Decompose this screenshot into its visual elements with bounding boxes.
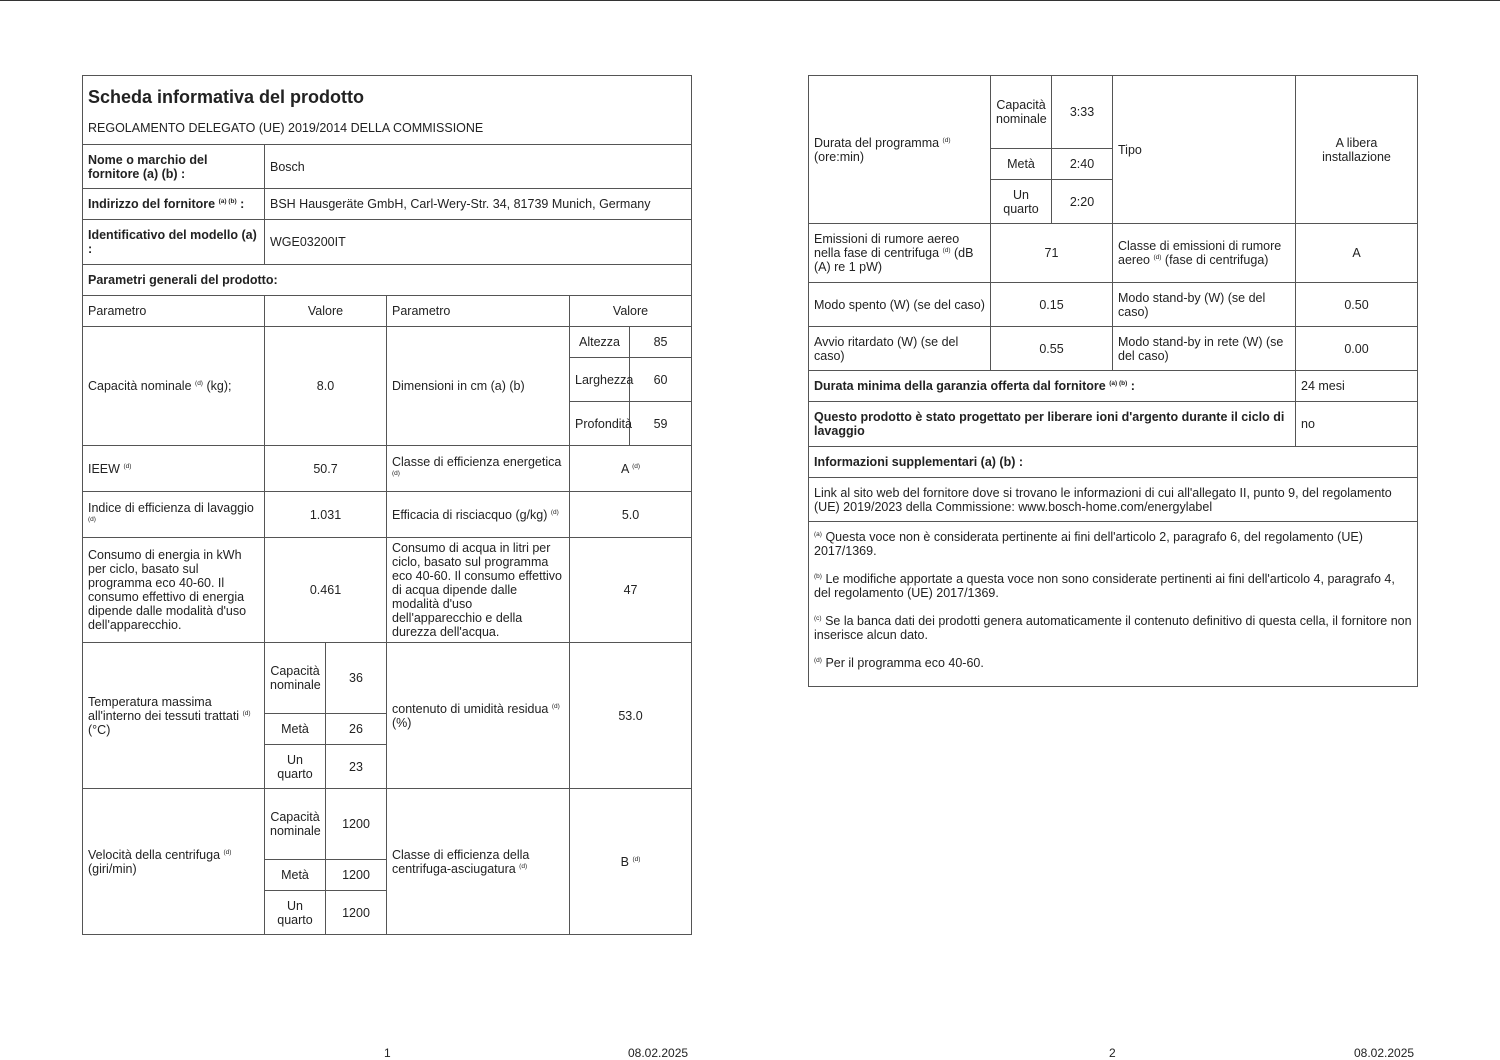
duration-rated-label: Capacità nominale xyxy=(991,76,1052,149)
supplier-address-label: Indirizzo del fornitore $^{(a) (b)}$ : xyxy=(83,189,265,220)
header-value-2: Valore xyxy=(570,296,692,327)
footnote-c: $^{(c)}$ Se la banca dati dei prodotti genera automaticamente il contenuto definitivo di questa cella, il fornitore non inserisce alcun dato. xyxy=(814,614,1412,642)
temp-quarter-label: Un quarto xyxy=(265,745,326,789)
max-temp-label: Temperatura massima all'interno dei tessuti trattati $^{(d)}$ (°C) xyxy=(83,643,265,789)
header-parameter: Parametro xyxy=(83,296,265,327)
regulation-subtitle: REGOLAMENTO DELEGATO (UE) 2019/2014 DELLA COMMISSIONE xyxy=(83,112,692,145)
delay-start-label: Avvio ritardato (W) (se del caso) xyxy=(809,327,991,371)
page-2 xyxy=(808,75,1418,687)
extra-info-heading: Informazioni supplementari (a) (b) : xyxy=(809,447,1418,478)
ieew-label: IEEW $^{(d)}$ xyxy=(83,446,265,492)
wash-index-label: Indice di efficienza di lavaggio $^{(d)}$ xyxy=(83,492,265,538)
model-id-label: Identificativo del modello (a) : xyxy=(83,220,265,265)
spin-class-value: B $^{(d)}$ xyxy=(570,789,692,935)
temp-rated-label: Capacità nominale xyxy=(265,643,326,714)
silver-ions-label: Questo prodotto è stato progettato per liberare ioni d'argento durante il ciclo di lavaggio xyxy=(809,402,1296,447)
header-parameter-2: Parametro xyxy=(387,296,570,327)
spin-quarter-value: 1200 xyxy=(326,891,387,935)
energy-consumption-label: Consumo di energia in kWh per ciclo, basato sul programma eco 40-60. Il consumo effettivo di energia dipende dalle modalità d'uso dell'apparecchio. xyxy=(83,538,265,643)
page-1-number: 1 xyxy=(384,1046,391,1060)
energy-class-label: Classe di efficienza energetica $^{(d)}$ xyxy=(387,446,570,492)
ieew-value: 50.7 xyxy=(265,446,387,492)
water-consumption-label: Consumo di acqua in litri per ciclo, basato sul programma eco 40-60. Il consumo effettivo di acqua dipende dalle modalità d'uso dell'apparecchio e della durezza dell'acqua. xyxy=(387,538,570,643)
duration-rated-value: 3:33 xyxy=(1052,76,1113,149)
depth-label: Profondità xyxy=(570,402,630,446)
page-2-number: 2 xyxy=(1109,1046,1116,1060)
warranty-label: Durata minima della garanzia offerta dal fornitore $^{(a) (b)}$ : xyxy=(809,371,1296,402)
capacity-value: 8.0 xyxy=(265,327,387,446)
noise-class-label: Classe di emissioni di rumore aereo $^{(d)}$ (fase di centrifuga) xyxy=(1113,224,1296,283)
duration-half-label: Metà xyxy=(991,149,1052,180)
noise-label: Emissioni di rumore aereo nella fase di centrifuga $^{(d)}$ (dB (A) re 1 pW) xyxy=(809,224,991,283)
product-info-table-part1 xyxy=(82,75,692,935)
supplier-name-value: Bosch xyxy=(265,145,692,189)
spin-rated-label: Capacità nominale xyxy=(265,789,326,860)
height-label: Altezza xyxy=(570,327,630,358)
water-consumption-value: 47 xyxy=(570,538,692,643)
general-params-heading: Parametri generali del prodotto: xyxy=(83,265,692,296)
spin-class-label: Classe di efficienza della centrifuga-asciugatura $^{(d)}$ xyxy=(387,789,570,935)
temp-quarter-value: 23 xyxy=(326,745,387,789)
page-1 xyxy=(82,75,692,935)
temp-half-label: Metà xyxy=(265,714,326,745)
wash-index-value: 1.031 xyxy=(265,492,387,538)
spin-speed-label: Velocità della centrifuga $^{(d)}$ (giri/min) xyxy=(83,789,265,935)
footnote-a: $^{(a)}$ Questa voce non è considerata pertinente ai fini dell'articolo 2, paragrafo 6, del regolamento (UE) 2017/1369. xyxy=(814,530,1363,558)
energy-consumption-value: 0.461 xyxy=(265,538,387,643)
type-label: Tipo xyxy=(1113,76,1296,224)
standby-label: Modo stand-by (W) (se del caso) xyxy=(1113,283,1296,327)
footnotes xyxy=(809,522,1418,687)
header-value: Valore xyxy=(265,296,387,327)
network-standby-value: 0.00 xyxy=(1296,327,1418,371)
standby-value: 0.50 xyxy=(1296,283,1418,327)
product-info-table-part2 xyxy=(808,75,1418,687)
type-value: A libera installazione xyxy=(1296,76,1418,224)
width-label: Larghezza xyxy=(570,358,630,402)
noise-value: 71 xyxy=(991,224,1113,283)
temp-rated-value: 36 xyxy=(326,643,387,714)
noise-class-value: A xyxy=(1296,224,1418,283)
moisture-value: 53.0 xyxy=(570,643,692,789)
spin-half-value: 1200 xyxy=(326,860,387,891)
off-mode-value: 0.15 xyxy=(991,283,1113,327)
supplier-link-text: Link al sito web del fornitore dove si trovano le informazioni di cui all'allegato II, punto 9, del regolamento (UE) 2019/2023 della Commissione: www.bosch-home.com/energylabel xyxy=(809,478,1418,522)
moisture-label: contenuto di umidità residua $^{(d)}$ (%) xyxy=(387,643,570,789)
energy-class-value: A $^{(d)}$ xyxy=(570,446,692,492)
footnote-b: $^{(b)}$ Le modifiche apportate a questa voce non sono considerate pertinenti ai fini dell'articolo 4, paragrafo 4, del regolamento (UE) 2017/1369. xyxy=(814,572,1395,600)
footnote-d: $^{(d)}$ Per il programma eco 40-60. xyxy=(814,656,984,670)
spin-rated-value: 1200 xyxy=(326,789,387,860)
dimensions-label: Dimensioni in cm (a) (b) xyxy=(387,327,570,446)
capacity-label: Capacità nominale $^{(d)}$ (kg); xyxy=(83,327,265,446)
supplier-address-value: BSH Hausgeräte GmbH, Carl-Wery-Str. 34, 81739 Munich, Germany xyxy=(265,189,692,220)
page-1-date: 08.02.2025 xyxy=(628,1046,689,1060)
duration-label: Durata del programma $^{(d)}$ (ore:min) xyxy=(809,76,991,224)
spin-quarter-label: Un quarto xyxy=(265,891,326,935)
spin-half-label: Metà xyxy=(265,860,326,891)
duration-half-value: 2:40 xyxy=(1052,149,1113,180)
delay-start-value: 0.55 xyxy=(991,327,1113,371)
page-title: Scheda informativa del prodotto xyxy=(83,76,692,112)
network-standby-label: Modo stand-by in rete (W) (se del caso) xyxy=(1113,327,1296,371)
supplier-name-label: Nome o marchio del fornitore (a) (b) : xyxy=(83,145,265,189)
model-id-value: WGE03200IT xyxy=(265,220,692,265)
silver-ions-value: no xyxy=(1296,402,1418,447)
page-2-date: 08.02.2025 xyxy=(1354,1046,1415,1060)
off-mode-label: Modo spento (W) (se del caso) xyxy=(809,283,991,327)
temp-half-value: 26 xyxy=(326,714,387,745)
width-value: 60 xyxy=(630,358,692,402)
rinse-value: 5.0 xyxy=(570,492,692,538)
top-border-line xyxy=(0,0,1500,1)
rinse-label: Efficacia di risciacquo (g/kg) $^{(d)}$ xyxy=(387,492,570,538)
duration-quarter-label: Un quarto xyxy=(991,180,1052,224)
height-value: 85 xyxy=(630,327,692,358)
duration-quarter-value: 2:20 xyxy=(1052,180,1113,224)
warranty-value: 24 mesi xyxy=(1296,371,1418,402)
depth-value: 59 xyxy=(630,402,692,446)
